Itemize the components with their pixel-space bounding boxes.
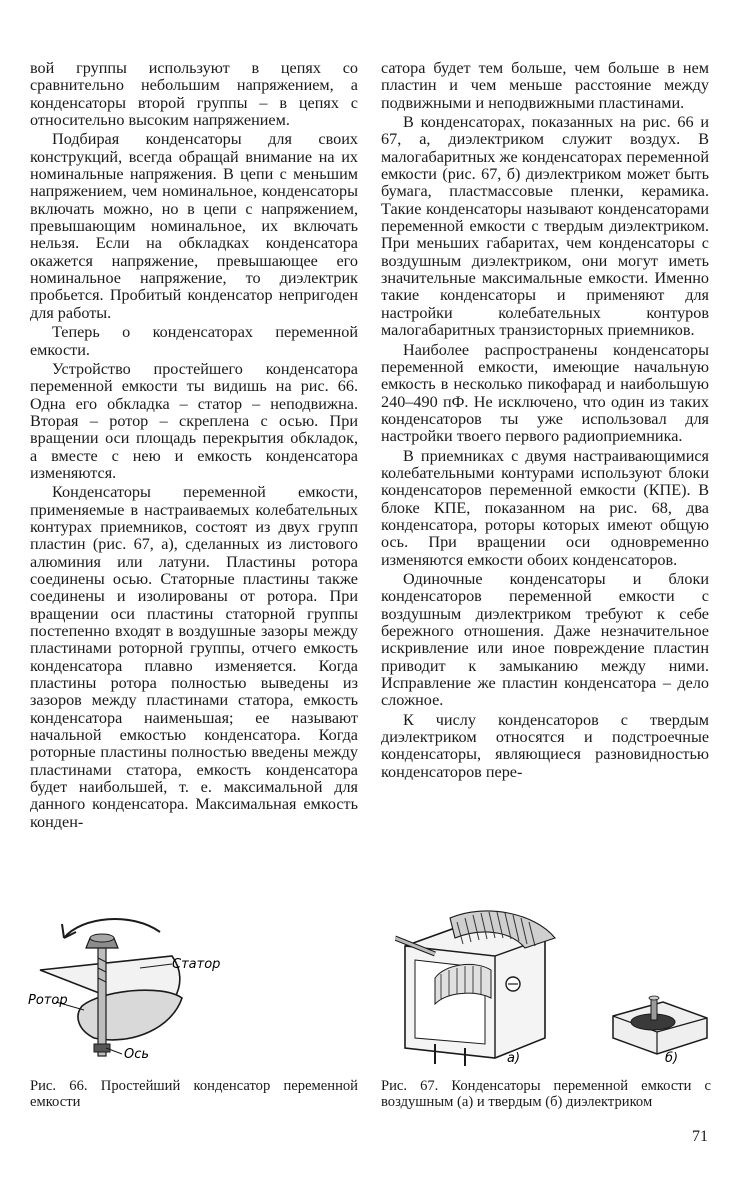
paragraph: Теперь о конденсаторах переменной емкости. [30, 323, 358, 359]
page-number: 71 [692, 1128, 708, 1145]
axis-label: Ось [124, 1047, 150, 1062]
figure-67-caption: Рис. 67. Конденсаторы переменной емкости с воздушным (а) и твердым (б) диэлектриком [381, 1078, 711, 1110]
label-a: а) [507, 1051, 521, 1066]
rotor-label: Ротор [28, 993, 68, 1008]
stator-label: Статор [172, 957, 221, 972]
left-text-column [30, 60, 358, 831]
paragraph: К числу конденсаторов с твердым диэлектриком относятся и подстроечные конденсаторы, являющиеся разновидностью конденсаторов пере- [381, 710, 709, 781]
figure-66-caption: Рис. 66. Простейший конденсатор переменной емкости [30, 1078, 358, 1110]
paragraph: Конденсаторы переменной емкости, применяемые в настраиваемых колебательных контурах приемников, состоят из двух групп пластин (рис. 67, а), сделанных из листового алюминия или латуни. Пластины ротора соединены осью. Статорные пластины также соединены и изолированы от ротора. При вращении оси пластины статорной группы постепенно входят в воздушные зазоры между пластинами роторной группы, отчего емкость конденсатора плавно изменяется. Когда пластины ротора полностью выведены из зазоров между пластинами статора, емкость конденсатора наименьшая; ее называют начальной емкостью конденсатора. Когда роторные пластины полностью введены между пластинами статора, емкость конденсатора будет наибольшей, т. е. максимальной для данного конденсатора. Максимальная емкость конден- [30, 483, 358, 831]
axis-shaft [98, 938, 106, 1056]
paragraph: Наиболее распространены конденсаторы переменной емкости, имеющие начальную емкость в несколько пикофарад и наибольшую 240–490 пФ. Не исключено, что один из таких конденсаторов ты уже использовал для настройки твоего первого радиоприемника. [381, 340, 709, 446]
paragraph: В приемниках с двумя настраивающимися колебательными контурами используют блоки конденсаторов переменной емкости (КПЕ). В блоке КПЕ, показанном на рис. 68, два конденсатора, роторы которых имеют общую ось. При вращении оси одновременно изменяются емкости обоих конденсаторов. [381, 446, 709, 569]
rotation-arrow-icon [64, 919, 160, 938]
paragraph: вой группы используют в цепях со сравнительно небольшим напряжением, а конденсаторы второй группы – в цепях с относительно высоким напряжением. [30, 59, 358, 130]
paragraph: Устройство простейшего конденсатора переменной емкости ты видишь на рис. 66. Одна его обкладка – статор – неподвижна. Вторая – ротор – скреплена с осью. При вращении оси площадь перекрытия обкладок, а вместе с нею и емкость конденсатора изменяются. [30, 359, 358, 482]
paragraph: сатора будет тем больше, чем больше в нем пластин и чем меньше расстояние между подвижными и неподвижными пластинами. [381, 59, 709, 112]
figure-67-illustration [395, 898, 725, 1068]
paragraph: Одиночные конденсаторы и блоки конденсаторов переменной емкости с воздушным диэлектриком требуют к себе бережного отношения. Даже незначительное искривление или иное повреждение пластин приводит к замыканию между ними. Исправление же пластин конденсатора – дело сложное. [381, 569, 709, 710]
figure-66-illustration [22, 898, 272, 1068]
rotor-plate [78, 990, 182, 1040]
label-b: б) [665, 1051, 679, 1066]
solid-capacitor-drawing [613, 996, 707, 1054]
right-text-column [381, 60, 709, 781]
paragraph: В конденсаторах, показанных на рис. 66 и 67, а, диэлектриком служит воздух. В малогабаритных же конденсаторах переменной емкости (рис. 67, б) диэлектриком может быть бумага, пластмассовые пленки, керамика. Такие конденсаторы называют конденсаторами переменной емкости с твердым диэлектриком. При меньших габаритах, чем конденсаторы с воздушным диэлектриком, они могут иметь значительные максимальные емкости. Именно такие конденсаторы и применяют для настройки колебательных контуров малогабаритных транзисторных приемников. [381, 113, 709, 340]
air-capacitor-drawing [395, 911, 555, 1066]
paragraph: Подбирая конденсаторы для своих конструкций, всегда обращай внимание на их номинальные напряжения. В цепи с меньшим напряжением, чем номинальное, конденсаторы включать можно, но в цепи с напряжением, превышающим номинальное, их включать нельзя. Если на обкладках конденсатора окажется напряжение, превышающее его номинальное напряжение, то диэлектрик пробьется. Пробитый конденсатор непригоден для работы. [30, 130, 358, 322]
